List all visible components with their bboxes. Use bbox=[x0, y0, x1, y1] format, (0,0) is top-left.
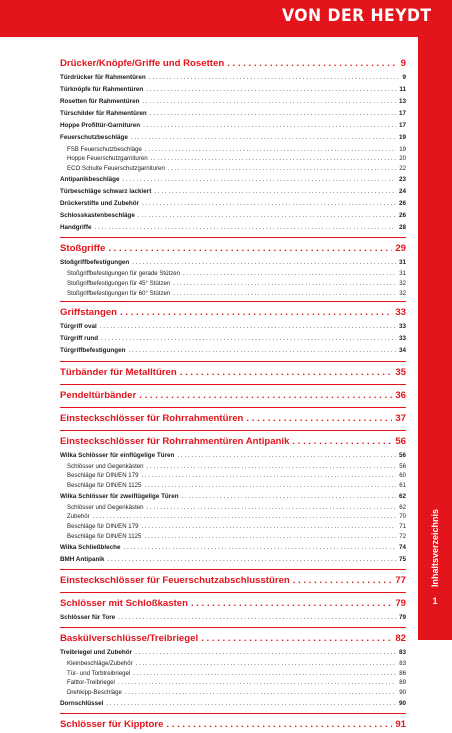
toc-page-number: 62 bbox=[399, 503, 406, 511]
toc-label: Stoßgriffbefestigungen für 45° Stützen bbox=[67, 279, 171, 287]
leader-dots bbox=[182, 491, 396, 503]
leader-dots bbox=[135, 647, 396, 659]
toc-page-number: 33 bbox=[398, 335, 406, 343]
toc-page-number: 74 bbox=[398, 543, 406, 551]
toc-page-number: 83 bbox=[398, 648, 406, 656]
toc-label: Beschläge für DIN/EN 1125 bbox=[67, 532, 142, 540]
toc-label: Beschläge für DIN/EN 179 bbox=[67, 523, 139, 531]
toc-page-number: 90 bbox=[398, 699, 406, 707]
leader-dots bbox=[145, 145, 396, 155]
toc-page-number: 28 bbox=[398, 224, 406, 231]
leader-dots bbox=[118, 612, 396, 624]
toc-page-number: 56 bbox=[399, 462, 406, 470]
section-divider bbox=[60, 430, 406, 431]
section-divider bbox=[60, 713, 406, 714]
toc-label: BMH Antipanik bbox=[60, 555, 105, 563]
toc-entry[interactable] bbox=[60, 120, 406, 132]
toc-label: Griffstangen bbox=[60, 307, 118, 319]
toc-entry[interactable] bbox=[60, 698, 406, 710]
toc-label: Falttor-Treibriegel bbox=[67, 679, 115, 687]
leader-dots bbox=[123, 174, 396, 186]
leader-dots bbox=[93, 512, 397, 522]
toc-page-number: 72 bbox=[399, 532, 406, 540]
toc-page-number: 33 bbox=[398, 323, 406, 331]
leader-dots bbox=[141, 471, 396, 481]
leader-dots bbox=[154, 186, 396, 198]
toc-label: FSB Feuerschutzbeschläge bbox=[67, 145, 142, 153]
toc-label: Einsteckschlösser für Rohrrahmentüren bbox=[60, 412, 244, 424]
toc-page-number: 26 bbox=[398, 199, 406, 207]
toc-page-number: 60 bbox=[399, 472, 406, 480]
toc-page-number: 34 bbox=[398, 347, 406, 355]
toc-page-number: 17 bbox=[398, 110, 406, 118]
leader-dots bbox=[166, 717, 392, 733]
toc-page-number: 11 bbox=[399, 86, 406, 94]
toc-page-number: 17 bbox=[398, 122, 406, 130]
toc-entry[interactable] bbox=[60, 198, 406, 210]
leader-dots bbox=[138, 210, 396, 222]
leader-dots bbox=[149, 72, 400, 84]
leader-dots bbox=[118, 678, 396, 688]
leader-dots bbox=[293, 573, 393, 589]
toc-page-number: 90 bbox=[399, 688, 406, 696]
toc-label: Drehkipp-Beschläge bbox=[67, 688, 122, 696]
toc-subentry[interactable] bbox=[60, 503, 406, 513]
leader-dots bbox=[101, 333, 396, 345]
toc-page-number: 19 bbox=[399, 145, 406, 153]
leader-dots bbox=[133, 669, 396, 679]
toc-subentry[interactable] bbox=[60, 154, 406, 164]
toc-label: Wilka Schließbleche bbox=[60, 543, 121, 551]
toc-page-number: 9 bbox=[402, 74, 406, 81]
leader-dots bbox=[180, 365, 393, 381]
leader-dots bbox=[173, 289, 396, 299]
toc-page-number: 19 bbox=[398, 134, 406, 142]
toc-subentry[interactable] bbox=[60, 471, 406, 481]
toc-page-number: 62 bbox=[398, 492, 406, 500]
toc-label: Schlösser mit Schloßkasten bbox=[60, 597, 188, 609]
toc-page-number: 31 bbox=[399, 270, 406, 278]
toc-entry[interactable] bbox=[60, 72, 406, 84]
toc-page-number: 89 bbox=[399, 679, 406, 687]
leader-dots bbox=[151, 154, 397, 164]
toc-entry[interactable] bbox=[60, 108, 406, 120]
toc-label: Baskülverschlüsse/Treibriegel bbox=[60, 632, 199, 644]
toc-label: Einsteckschlösser für Feuerschutzabschlusstüren bbox=[60, 574, 290, 586]
toc-chapter[interactable] bbox=[60, 305, 406, 321]
toc-chapter[interactable] bbox=[60, 596, 406, 612]
toc-page-number: 23 bbox=[398, 175, 406, 183]
section-divider bbox=[60, 569, 406, 570]
toc-entry[interactable] bbox=[60, 450, 406, 462]
toc-label: Schlösser und Gegenkästen bbox=[67, 462, 144, 470]
leader-dots bbox=[95, 222, 396, 234]
toc-subentry[interactable] bbox=[60, 512, 406, 522]
toc-label: Wilka Schlösser für zweiflügelige Türen bbox=[60, 492, 179, 500]
toc-label: Schlösser für Kipptore bbox=[60, 718, 164, 730]
table-of-contents bbox=[60, 54, 406, 733]
leader-dots bbox=[201, 631, 392, 647]
toc-label: Treibriegel und Zubehör bbox=[60, 648, 133, 656]
toc-label: Türdrücker für Rahmentüren bbox=[60, 74, 146, 81]
toc-page-number: 61 bbox=[399, 482, 406, 489]
toc-label: Stoßgriffe bbox=[60, 243, 106, 255]
toc-page-number: 9 bbox=[400, 58, 406, 69]
toc-label: Türknöpfe für Rahmentüren bbox=[60, 86, 144, 94]
toc-subentry[interactable] bbox=[60, 145, 406, 155]
toc-subentry[interactable] bbox=[60, 659, 406, 669]
toc-label: Türbeschläge schwarz lackiert bbox=[60, 187, 152, 195]
toc-label: Stoßgriffbefestigungen bbox=[60, 259, 130, 267]
leader-dots bbox=[227, 56, 397, 72]
leader-dots bbox=[144, 481, 396, 491]
leader-dots bbox=[120, 305, 392, 321]
toc-chapter[interactable] bbox=[60, 388, 406, 404]
toc-subentry[interactable] bbox=[60, 669, 406, 679]
page-number: 1 bbox=[432, 596, 438, 606]
section-title: Inhaltsverzeichnis bbox=[430, 508, 440, 588]
toc-entry[interactable] bbox=[60, 222, 406, 234]
toc-label: Kleinbeschläge/Zubehör bbox=[67, 659, 133, 667]
leader-dots bbox=[143, 120, 396, 132]
toc-page-number: 29 bbox=[395, 243, 406, 255]
leader-dots bbox=[139, 388, 392, 404]
toc-page-number: 71 bbox=[399, 523, 406, 531]
toc-entry[interactable] bbox=[60, 554, 406, 566]
toc-label: Tür- und Torbtreibriegel bbox=[67, 669, 131, 677]
leader-dots bbox=[108, 554, 396, 566]
toc-label: Dornschlüssel bbox=[60, 699, 104, 707]
leader-dots bbox=[150, 108, 396, 120]
toc-page-number: 83 bbox=[399, 659, 406, 667]
toc-page-number: 32 bbox=[399, 289, 406, 297]
toc-page-number: 31 bbox=[398, 259, 406, 267]
toc-subentry[interactable] bbox=[60, 481, 406, 491]
toc-entry[interactable] bbox=[60, 647, 406, 659]
toc-label: Stoßgriffbefestigungen für 60° Stützen bbox=[67, 289, 171, 297]
toc-page-number: 56 bbox=[395, 435, 406, 447]
toc-page-number: 75 bbox=[398, 555, 406, 563]
toc-entry[interactable] bbox=[60, 210, 406, 222]
section-divider bbox=[60, 627, 406, 628]
toc-label: Türgriffbefestigungen bbox=[60, 347, 126, 355]
leader-dots bbox=[132, 257, 396, 269]
toc-label: Schlösser und Gegenkästen bbox=[67, 503, 144, 511]
toc-page-number: 77 bbox=[395, 574, 406, 586]
brand-logo: VON DER HEYDT bbox=[282, 6, 432, 26]
toc-label: Beschläge für DIN/EN 179 bbox=[67, 472, 139, 480]
toc-page-number: 20 bbox=[399, 155, 406, 163]
leader-dots bbox=[142, 198, 396, 210]
section-divider bbox=[60, 301, 406, 302]
section-divider bbox=[60, 384, 406, 385]
toc-page-number: 33 bbox=[395, 307, 406, 319]
toc-label: Pendeltürbänder bbox=[60, 389, 137, 401]
toc-entry[interactable] bbox=[60, 174, 406, 186]
toc-entry[interactable] bbox=[60, 321, 406, 333]
toc-page-number: 86 bbox=[399, 669, 406, 677]
toc-subentry[interactable] bbox=[60, 289, 406, 299]
leader-dots bbox=[125, 688, 396, 698]
leader-dots bbox=[177, 450, 396, 462]
toc-page-number: 56 bbox=[398, 451, 406, 459]
leader-dots bbox=[246, 411, 392, 427]
toc-entry[interactable] bbox=[60, 186, 406, 198]
toc-page-number: 24 bbox=[398, 187, 406, 195]
leader-dots bbox=[108, 241, 392, 257]
toc-label: ECO Schulte Feuerschutzgarnituren bbox=[67, 164, 165, 172]
toc-label: Einsteckschlösser für Rohrrahmentüren Antipanik bbox=[60, 435, 290, 447]
toc-label: Türgriff rund bbox=[60, 335, 99, 343]
toc-page-number: 26 bbox=[398, 211, 406, 219]
toc-entry[interactable] bbox=[60, 333, 406, 345]
toc-chapter[interactable] bbox=[60, 241, 406, 257]
leader-dots bbox=[128, 345, 396, 357]
toc-label: Schlösser für Tore bbox=[60, 613, 116, 621]
section-divider bbox=[60, 407, 406, 408]
toc-page-number: 37 bbox=[395, 412, 406, 424]
toc-label: Hoppe Feuerschutzgarnituren bbox=[67, 155, 148, 163]
toc-subentry[interactable] bbox=[60, 532, 406, 542]
toc-entry[interactable] bbox=[60, 132, 406, 144]
leader-dots bbox=[142, 96, 396, 108]
leader-dots bbox=[173, 279, 396, 289]
toc-page-number: 82 bbox=[395, 632, 406, 644]
toc-subentry[interactable] bbox=[60, 269, 406, 279]
toc-chapter[interactable] bbox=[60, 434, 406, 450]
section-divider bbox=[60, 237, 406, 238]
leader-dots bbox=[292, 434, 392, 450]
toc-subentry[interactable] bbox=[60, 688, 406, 698]
toc-page-number: 32 bbox=[399, 279, 406, 287]
leader-dots bbox=[131, 132, 396, 144]
toc-entry[interactable] bbox=[60, 612, 406, 624]
leader-dots bbox=[168, 164, 396, 174]
toc-subentry[interactable] bbox=[60, 164, 406, 174]
toc-label: Schlosskastenbeschläge bbox=[60, 211, 135, 219]
toc-subentry[interactable] bbox=[60, 678, 406, 688]
toc-subentry[interactable] bbox=[60, 279, 406, 289]
leader-dots bbox=[146, 84, 396, 96]
toc-page-number: 91 bbox=[395, 718, 406, 730]
leader-dots bbox=[191, 596, 392, 612]
leader-dots bbox=[136, 659, 396, 669]
toc-label: Beschläge für DIN/EN 1125 bbox=[67, 482, 142, 489]
toc-entry[interactable] bbox=[60, 345, 406, 357]
leader-dots bbox=[147, 503, 397, 513]
toc-label: Türschilder für Rahmentüren bbox=[60, 110, 147, 118]
toc-label: Stoßgriffbefestigungen für gerade Stützen bbox=[67, 270, 181, 278]
leader-dots bbox=[141, 522, 396, 532]
leader-dots bbox=[144, 532, 396, 542]
leader-dots bbox=[106, 698, 396, 710]
toc-chapter[interactable] bbox=[60, 717, 406, 733]
toc-chapter[interactable] bbox=[60, 56, 406, 72]
toc-chapter[interactable] bbox=[60, 365, 406, 381]
toc-label: Handgriffe bbox=[60, 224, 92, 231]
section-divider bbox=[60, 592, 406, 593]
toc-label: Feuerschutzbeschläge bbox=[60, 134, 128, 142]
leader-dots bbox=[100, 321, 396, 333]
toc-label: Drückerstifte und Zubehör bbox=[60, 199, 140, 207]
toc-chapter[interactable] bbox=[60, 631, 406, 647]
toc-page-number: 22 bbox=[399, 164, 406, 172]
toc-entry[interactable] bbox=[60, 491, 406, 503]
toc-label: Antipanikbeschläge bbox=[60, 175, 120, 183]
leader-dots bbox=[124, 542, 396, 554]
toc-entry[interactable] bbox=[60, 542, 406, 554]
toc-label: Zubehör bbox=[67, 513, 90, 521]
toc-entry[interactable] bbox=[60, 84, 406, 96]
toc-chapter[interactable] bbox=[60, 411, 406, 427]
toc-page-number: 79 bbox=[395, 597, 406, 609]
toc-label: Hoppe Profiltür-Garnituren bbox=[60, 122, 141, 130]
toc-label: Türbänder für Metalltüren bbox=[60, 366, 177, 378]
section-divider bbox=[60, 361, 406, 362]
toc-page-number: 79 bbox=[398, 613, 406, 621]
leader-dots bbox=[147, 462, 397, 472]
toc-subentry[interactable] bbox=[60, 522, 406, 532]
toc-chapter[interactable] bbox=[60, 573, 406, 589]
toc-entry[interactable] bbox=[60, 257, 406, 269]
side-title bbox=[418, 508, 452, 588]
toc-label: Rosetten für Rahmentüren bbox=[60, 98, 140, 106]
toc-label: Wilka Schlösser für einflügelige Türen bbox=[60, 451, 175, 459]
leader-dots bbox=[183, 269, 396, 279]
toc-page-number: 35 bbox=[395, 366, 406, 378]
toc-page-number: 70 bbox=[399, 513, 406, 521]
toc-label: Türgriff oval bbox=[60, 323, 97, 331]
header-band bbox=[0, 0, 452, 37]
toc-entry[interactable] bbox=[60, 96, 406, 108]
toc-label: Drücker/Knöpfe/Griffe und Rosetten bbox=[60, 58, 225, 69]
toc-page-number: 13 bbox=[398, 98, 406, 106]
toc-page-number: 36 bbox=[395, 389, 406, 401]
toc-subentry[interactable] bbox=[60, 462, 406, 472]
